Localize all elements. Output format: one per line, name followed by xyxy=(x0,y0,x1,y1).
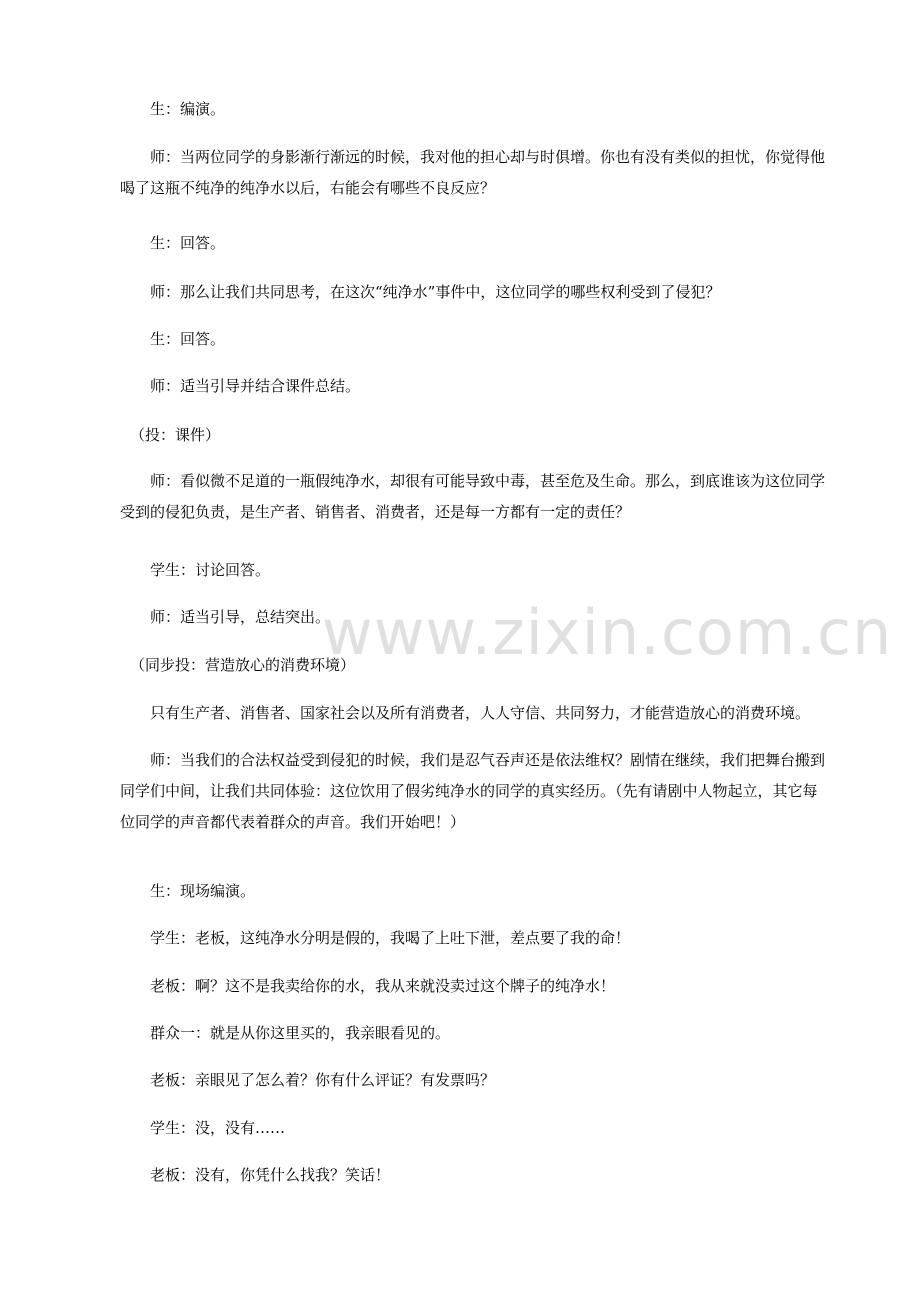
watermark: www.zixin.com.cn xyxy=(322,596,893,669)
paragraph: 生：现场编演。 xyxy=(150,882,256,900)
paragraph: 学生：讨论回答。 xyxy=(150,561,271,579)
paragraph: 学生：没，没有…… xyxy=(150,1119,286,1137)
paragraph: （投：课件） xyxy=(130,426,221,444)
paragraph: 生：编演。 xyxy=(150,100,226,118)
paragraph: 师：那么让我们共同思考，在这次“纯净水”事件中，这位同学的哪些权利受到了侵犯？ xyxy=(150,283,721,301)
paragraph: （同步投：营造放心的消费环境） xyxy=(130,656,356,674)
paragraph: 师：看似微不足道的一瓶假纯净水，却很有可能导致中毒，甚至危及生命。那么，到底谁该为这位同学受到的侵犯负责，是生产者、销售者、消费者，还是每一方都有一定的责任？ xyxy=(120,472,826,521)
paragraph: 学生：老板，这纯净水分明是假的，我喝了上吐下泄，差点要了我的命！ xyxy=(150,929,631,947)
paragraph: 老板：没有，你凭什么找我？笑话！ xyxy=(150,1166,391,1184)
paragraph: 师：当两位同学的身影渐行渐远的时候，我对他的担心却与时俱增。你也有没有类似的担忧，你觉得他喝了这瓶不纯净的纯净水以后，右能会有哪些不良反应？ xyxy=(120,148,826,197)
paragraph: 师：适当引导，总结突出。 xyxy=(150,608,331,626)
paragraph: 老板：啊？这不是我卖给你的水，我从来就没卖过这个牌子的纯净水！ xyxy=(150,977,616,995)
paragraph: 群众一：就是从你这里买的，我亲眼看见的。 xyxy=(150,1024,451,1042)
paragraph: 师：当我们的合法权益受到侵犯的时候，我们是忍气吞声还是依法维权？剧情在继续，我们把舞台搬到同学们中间，让我们共同体验：这位饮用了假劣纯净水的同学的真实经历。（先有请剧中人物起立，其它每位同学的声音都代表着群众的声音。我们开始吧！） xyxy=(120,751,826,831)
paragraph: 师：适当引导并结合课件总结。 xyxy=(150,377,361,395)
paragraph: 生：回答。 xyxy=(150,234,226,252)
paragraph: 只有生产者、消售者、国家社会以及所有消费者，人人守信、共同努力，才能营造放心的消费环境。 xyxy=(150,704,811,722)
paragraph: 老板：亲眼见了怎么着？你有什么评证？有发票吗？ xyxy=(150,1071,496,1089)
paragraph: 生：回答。 xyxy=(150,330,226,348)
